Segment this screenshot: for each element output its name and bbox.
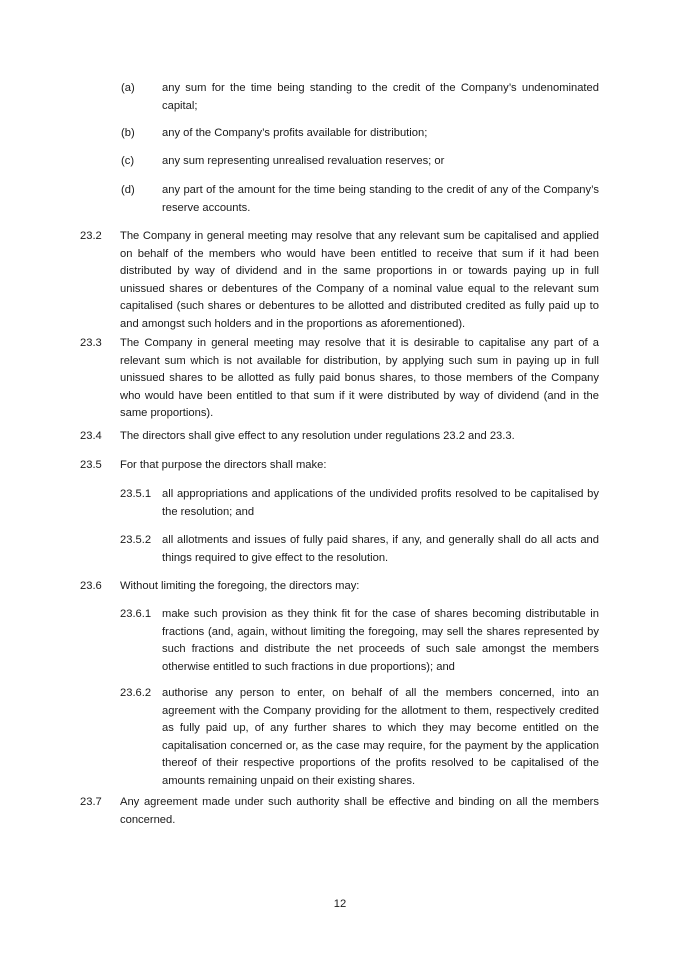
- clause-number: 23.5.1: [120, 488, 152, 500]
- clause-text: For that purpose the directors shall make:: [120, 459, 327, 471]
- clause-number: 23.4: [80, 430, 102, 442]
- clause-a: [121, 80, 599, 115]
- clause-number: 23.5: [80, 459, 102, 471]
- clause-23-3: [80, 335, 599, 423]
- clause-23-4: [80, 428, 599, 446]
- clause-number: 23.7: [80, 796, 102, 808]
- clause-number: 23.2: [80, 230, 102, 242]
- clause-text: any of the Company’s profits available for distribution;: [162, 127, 428, 139]
- clause-text: any part of the amount for the time being standing to the credit of any of the Company’s reserve accounts.: [162, 184, 599, 214]
- clause-text: authorise any person to enter, on behalf of all the members concerned, into an agreement with the Company providing for the allotment to them, respectively credited as fully paid up, of any further shares to which they may become entitled on the capitalisation concerned or, as the case may require, for the payment by the application thereof of their respective proportions of the profits resolved to be capitalised of the amounts remaining unpaid on their existing shares.: [162, 687, 599, 787]
- clause-23-2: [80, 228, 599, 334]
- page-number: 12: [333, 898, 347, 910]
- clause-text: Any agreement made under such authority shall be effective and binding on all the members concerned.: [120, 796, 599, 826]
- clause-23-6-2: [120, 685, 599, 791]
- clause-23-5-2: [120, 532, 599, 567]
- clause-number: 23.6.1: [120, 608, 152, 620]
- clause-number: 23.6: [80, 580, 102, 592]
- clause-c: [121, 153, 599, 171]
- clause-23-7: [80, 794, 599, 829]
- clause-text: any sum for the time being standing to the credit of the Company’s undenominated capital;: [162, 82, 599, 112]
- clause-number: 23.6.2: [120, 687, 152, 699]
- clause-23-5: [80, 457, 599, 475]
- clause-number: (b): [121, 127, 135, 139]
- clause-number: 23.3: [80, 337, 102, 349]
- clause-text: make such provision as they think fit for the case of shares becoming distributable in fractions (and, again, without limiting the foregoing, may sell the shares represented by such fractions and distribute the net proceeds of such sale amongst the members otherwise entitled to such fractions in due proportions); and: [162, 608, 599, 673]
- clause-number: 23.5.2: [120, 534, 152, 546]
- clause-text: all allotments and issues of fully paid shares, if any, and generally shall do all acts and things required to give effect to the resolution.: [162, 534, 599, 564]
- clause-text: Without limiting the foregoing, the directors may:: [120, 580, 360, 592]
- clause-d: [121, 182, 599, 217]
- clause-number: (c): [121, 155, 135, 167]
- clause-number: (d): [121, 184, 135, 196]
- clause-number: (a): [121, 82, 135, 94]
- clause-text: all appropriations and applications of the undivided profits resolved to be capitalised by the resolution; and: [162, 488, 599, 518]
- clause-23-6-1: [120, 606, 599, 676]
- clause-text: The Company in general meeting may resolve that any relevant sum be capitalised and applied on behalf of the members who would have been entitled to receive that sum if it had been distributed by way of dividend and in the same proportions in or towards paying up in full unissued shares or debentures of the Company of a nominal value equal to the relevant sum capitalised (such shares or debentures to be allotted and distributed credited as fully paid up to and amongst such holders and in the proportions as aforementioned).: [120, 230, 599, 330]
- clause-text: The Company in general meeting may resolve that it is desirable to capitalise any part of a relevant sum which is not available for distribution, by applying such sum in paying up in full unissued shares to be allotted as fully paid bonus shares, to those members of the Company who would have been entitled to that sum if it were distributed by way of dividend (and in the same proportions).: [120, 337, 599, 420]
- clause-text: any sum representing unrealised revaluation reserves; or: [162, 155, 445, 167]
- clause-b: [121, 125, 599, 143]
- clause-23-5-1: [120, 486, 599, 521]
- clause-23-6: [80, 578, 599, 596]
- clause-text: The directors shall give effect to any resolution under regulations 23.2 and 23.3.: [120, 430, 515, 442]
